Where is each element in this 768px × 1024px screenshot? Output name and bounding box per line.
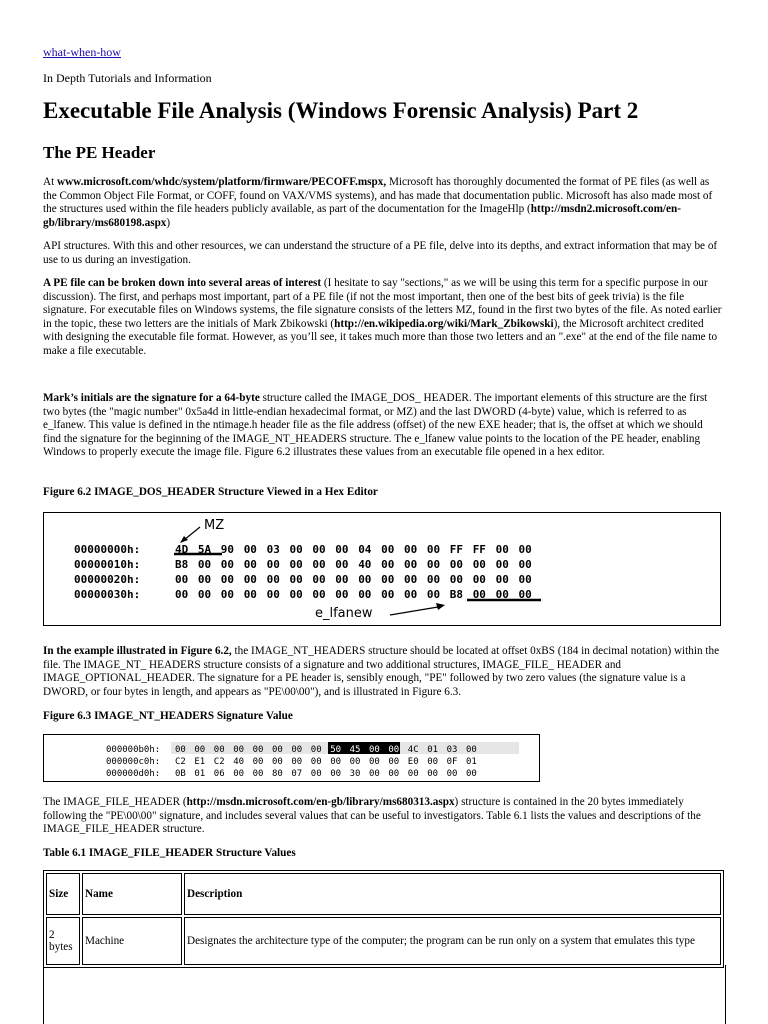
hex-byte: 00: [449, 573, 464, 586]
mz-label: MZ: [204, 518, 225, 533]
hex-byte: 00: [381, 558, 395, 571]
hex-byte: 00: [518, 573, 532, 586]
url-imagehlp: http://msdn2.microsoft.com/en-gb/library/ms680198.aspx: [43, 203, 681, 229]
hex-byte: 03: [266, 543, 280, 556]
text: The IMAGE_FILE_HEADER (: [43, 796, 187, 808]
text: Microsoft has thoroughly documented the format of PE files (as well as the Common Object File Format, or COFF, found on VAX/VMS systems), and has made that documentation public. Microsoft has also made most of the structures used within the file headers publicly available, as part of the documentation for the ImageHlp (: [43, 176, 713, 215]
url-wikipedia: http://en.wikipedia.org/wiki/Mark_Zbikowski: [334, 317, 554, 330]
hex-byte: 00: [404, 543, 418, 556]
hex-byte: 00: [426, 543, 441, 556]
column-header-description: Description: [184, 873, 721, 915]
hex-byte: 00: [518, 588, 532, 601]
hex-byte: 00: [369, 769, 380, 779]
hex-dump-nt-headers: [44, 735, 539, 781]
hex-byte: 00: [449, 558, 464, 571]
hex-byte: 00: [495, 558, 509, 571]
hex-offset: 000000c0h:: [106, 757, 161, 767]
hex-byte: FF: [449, 543, 464, 556]
image-file-header-table: [43, 870, 724, 968]
paragraph-5: [43, 645, 723, 699]
hex-byte: 00: [310, 769, 322, 779]
text: the IMAGE_NT_HEADERS structure should be located at offset 0xBS (184 in decimal notation) within the file. The IMAGE_NT_ HEADERS structure consists of a signature and two additional structures, IMAGE_FILE_ HEADER and IMAGE_OPTIONAL_HEADER. The signature for a PE header is, sensibly enough, "PE" followed by two zero values (the signature value is a DWORD, or four bytes in length, and appears as "PE\00\00"), and is illustrated in Figure 6.3.: [43, 645, 720, 698]
hex-byte: 00: [495, 588, 509, 601]
hex-byte: 00: [220, 573, 235, 586]
hex-byte: 90: [220, 543, 235, 556]
hex-byte: 00: [358, 588, 372, 601]
hex-byte: 00: [252, 745, 264, 755]
paragraph-4: [43, 392, 723, 460]
hex-byte: 00: [289, 558, 303, 571]
paragraph-3: [43, 277, 723, 358]
hex-byte: 40: [358, 558, 372, 571]
hex-byte: 00: [495, 543, 509, 556]
hex-offset: 00000000h:: [74, 543, 141, 556]
paragraph-lead: A PE file can be broken down into several areas of interest: [43, 277, 322, 289]
paragraph-lead: Mark’s initials are the signature for a 64-byte: [43, 392, 260, 404]
hex-byte: 00: [220, 588, 235, 601]
hex-byte: 00: [194, 745, 206, 755]
hex-offset: 000000d0h:: [106, 769, 161, 779]
hex-byte: 00: [220, 558, 235, 571]
url-image-file-header: http://msdn.microsoft.com/en-gb/library/ms680313.aspx: [186, 796, 455, 808]
hex-byte: 00: [381, 573, 395, 586]
hex-byte: 00: [289, 573, 303, 586]
hex-byte: 50: [330, 745, 342, 755]
figure-6-2-caption: Figure 6.2 IMAGE_DOS_HEADER Structure Viewed in a Hex Editor: [43, 486, 378, 498]
hex-byte: 00: [175, 745, 186, 755]
hex-byte: 00: [466, 769, 477, 779]
hex-byte: E1: [194, 757, 206, 767]
hex-byte: 00: [175, 588, 189, 601]
hex-byte: 0B: [175, 769, 186, 779]
hex-byte: 00: [349, 757, 361, 767]
hex-byte: 4D: [175, 543, 189, 556]
table-header-row: [46, 873, 721, 915]
hex-byte: B8: [449, 588, 464, 601]
table-continuation: [43, 965, 726, 1024]
hex-byte: 00: [335, 558, 349, 571]
hex-byte: 00: [388, 745, 400, 755]
lfanew-arrow: [390, 607, 438, 615]
hex-byte: 00: [407, 769, 419, 779]
text: ): [166, 216, 171, 229]
hex-byte: 00: [427, 757, 439, 767]
hex-byte: 07: [291, 769, 303, 779]
hex-byte: 00: [272, 745, 283, 755]
hex-byte: 00: [272, 757, 283, 767]
figure-6-3-hex-editor: [43, 734, 540, 782]
hex-offset: 00000020h:: [74, 573, 141, 586]
hex-byte: 00: [266, 573, 280, 586]
hex-byte: 00: [404, 588, 418, 601]
hex-byte: 00: [404, 573, 418, 586]
hex-byte: 00: [175, 573, 189, 586]
cell-name: Machine: [82, 917, 182, 965]
hex-byte: 00: [369, 745, 380, 755]
hex-byte: 00: [495, 573, 509, 586]
hex-byte: 00: [312, 543, 326, 556]
table-6-1-caption: Table 6.1 IMAGE_FILE_HEADER Structure Values: [43, 847, 296, 859]
hex-byte: 00: [310, 757, 322, 767]
hex-byte: 00: [233, 769, 245, 779]
hex-byte: 00: [243, 573, 257, 586]
hex-byte: 00: [388, 757, 400, 767]
figure-6-2-hex-editor: [43, 512, 721, 626]
hex-byte: 00: [312, 558, 326, 571]
hex-byte: 00: [466, 745, 477, 755]
hex-byte: 00: [472, 588, 486, 601]
hex-byte: 00: [252, 757, 264, 767]
hex-byte: 80: [272, 769, 283, 779]
paragraph-lead: In the example illustrated in Figure 6.2,: [43, 645, 232, 657]
hex-byte: 04: [358, 543, 372, 556]
hex-byte: 00: [518, 558, 532, 571]
hex-byte: 00: [369, 757, 380, 767]
hex-byte: 00: [381, 588, 395, 601]
paragraph-6: [43, 796, 723, 837]
hex-byte: 01: [194, 769, 206, 779]
hex-byte: 00: [197, 588, 212, 601]
hex-byte: 00: [243, 558, 257, 571]
hex-byte: 01: [466, 757, 477, 767]
text: (I hesitate to say "sections," as we will be using this term for a specific purpose in our discussion). The first, and perhaps most important, part of a PE file (if not the most important, then one of the best bits of geek trivia) is the file signature. For executable files on Windows systems, the file signature consists of the letters MZ, found in the first two bytes of the file. As noted earlier in the topic, these two letters are the initials of Mark Zbikowski (: [43, 277, 722, 330]
hex-offset: 00000030h:: [74, 588, 141, 601]
hex-byte: 00: [213, 745, 225, 755]
hex-byte: 00: [243, 543, 257, 556]
hex-byte: 00: [266, 558, 280, 571]
hex-byte: 00: [266, 588, 280, 601]
hex-byte: 00: [426, 558, 441, 571]
hex-byte: 00: [291, 745, 303, 755]
hex-dump-dos-header: [44, 513, 720, 625]
text: At: [43, 176, 57, 188]
hex-byte: B8: [175, 558, 189, 571]
hex-byte: 00: [291, 757, 303, 767]
hex-byte: 00: [197, 558, 212, 571]
hex-byte: 45: [349, 745, 361, 755]
hex-byte: 00: [381, 543, 395, 556]
hex-byte: 00: [289, 588, 303, 601]
hex-byte: 00: [404, 558, 418, 571]
hex-byte: 0F: [446, 757, 458, 767]
hex-byte: 00: [330, 757, 342, 767]
hex-byte: 00: [335, 588, 349, 601]
text: structure called the IMAGE_DOS_ HEADER. The important elements of this structure are the first two bytes (the "magic number" 0x5a4d in little-endian hexadecimal format, or MZ) and the last DWORD (4-byte) value, which is referred to as e_lfanew. This value is defined in the ntimage.h header file as the file address (offset) of the new EXE header; that is, the offset at which we should find the signature for the beginning of the IMAGE_NT_HEADERS structure. The e_lfanew value points to the location of the PE header, enabling Windows to properly execute the image file. Figure 6.2 illustrates these values from an executable file opened in a hex editor.: [43, 392, 708, 458]
text: ), the Microsoft architect credited with designing the executable file format. However, as you’ll see, it takes much more than those two letters and an ".exe" at the end of the file name to make a file executable.: [43, 317, 718, 357]
text: ) structure is contained in the 20 bytes immediately following the "PE\00\00" signature, and includes several values that can be useful to investigators. Table 6.1 lists the values and descriptions of the IMAGE_FILE_HEADER structure.: [43, 796, 701, 835]
hex-byte: 00: [233, 745, 245, 755]
hex-byte: 00: [289, 543, 303, 556]
hex-byte: 00: [335, 573, 349, 586]
hex-byte: 00: [358, 573, 372, 586]
hex-byte: 00: [335, 543, 349, 556]
column-header-name: Name: [82, 873, 182, 915]
section-heading: The PE Header: [43, 143, 156, 162]
paragraph-2: API structures. With this and other resources, we can understand the structure of a PE file, delve into its depths, and extract information that may be of use to us during an investigation.: [43, 240, 718, 266]
hex-byte: 30: [349, 769, 361, 779]
hex-byte: 00: [426, 573, 441, 586]
hex-byte: 00: [518, 543, 532, 556]
hex-byte: 00: [472, 573, 486, 586]
site-link[interactable]: what-when-how: [43, 45, 121, 59]
hex-byte: 00: [330, 769, 342, 779]
hex-byte: 01: [427, 745, 439, 755]
figure-6-3-caption: Figure 6.3 IMAGE_NT_HEADERS Signature Value: [43, 710, 293, 722]
hex-byte: 00: [446, 769, 458, 779]
hex-byte: 40: [233, 757, 245, 767]
site-tagline: In Depth Tutorials and Information: [43, 71, 212, 85]
hex-byte: 00: [427, 769, 439, 779]
hex-byte: 00: [252, 769, 264, 779]
lfanew-label: e_lfanew: [315, 606, 373, 621]
mz-arrow: [184, 527, 200, 540]
hex-offset: 000000b0h:: [106, 745, 161, 755]
hex-byte: 4C: [407, 745, 419, 755]
lfanew-arrow-head: [436, 603, 445, 610]
paragraph-1: [43, 176, 723, 230]
hex-byte: E0: [407, 757, 419, 767]
hex-byte: 00: [310, 745, 322, 755]
hex-offset: 00000010h:: [74, 558, 141, 571]
hex-byte: FF: [472, 543, 486, 556]
table-row: [46, 917, 721, 965]
hex-byte: 00: [388, 769, 400, 779]
cell-size: 2 bytes: [46, 917, 80, 965]
hex-byte: 00: [243, 588, 257, 601]
column-header-size: Size: [46, 873, 80, 915]
hex-byte: 00: [312, 588, 326, 601]
hex-byte: 00: [197, 573, 212, 586]
page-title: Executable File Analysis (Windows Forensic Analysis) Part 2: [43, 98, 639, 123]
hex-byte: C2: [175, 757, 186, 767]
cell-description: Designates the architecture type of the computer; the program can be run only on a system that emulates this type: [184, 917, 721, 965]
url-pecoff: www.microsoft.com/whdc/system/platform/firmware/PECOFF.mspx,: [56, 176, 387, 188]
hex-byte: 00: [312, 573, 326, 586]
hex-byte: 03: [446, 745, 458, 755]
hex-byte: 00: [426, 588, 441, 601]
hex-byte: 00: [472, 558, 486, 571]
hex-byte: C2: [213, 757, 225, 767]
hex-byte: 06: [213, 769, 225, 779]
hex-byte: 5A: [197, 543, 212, 556]
